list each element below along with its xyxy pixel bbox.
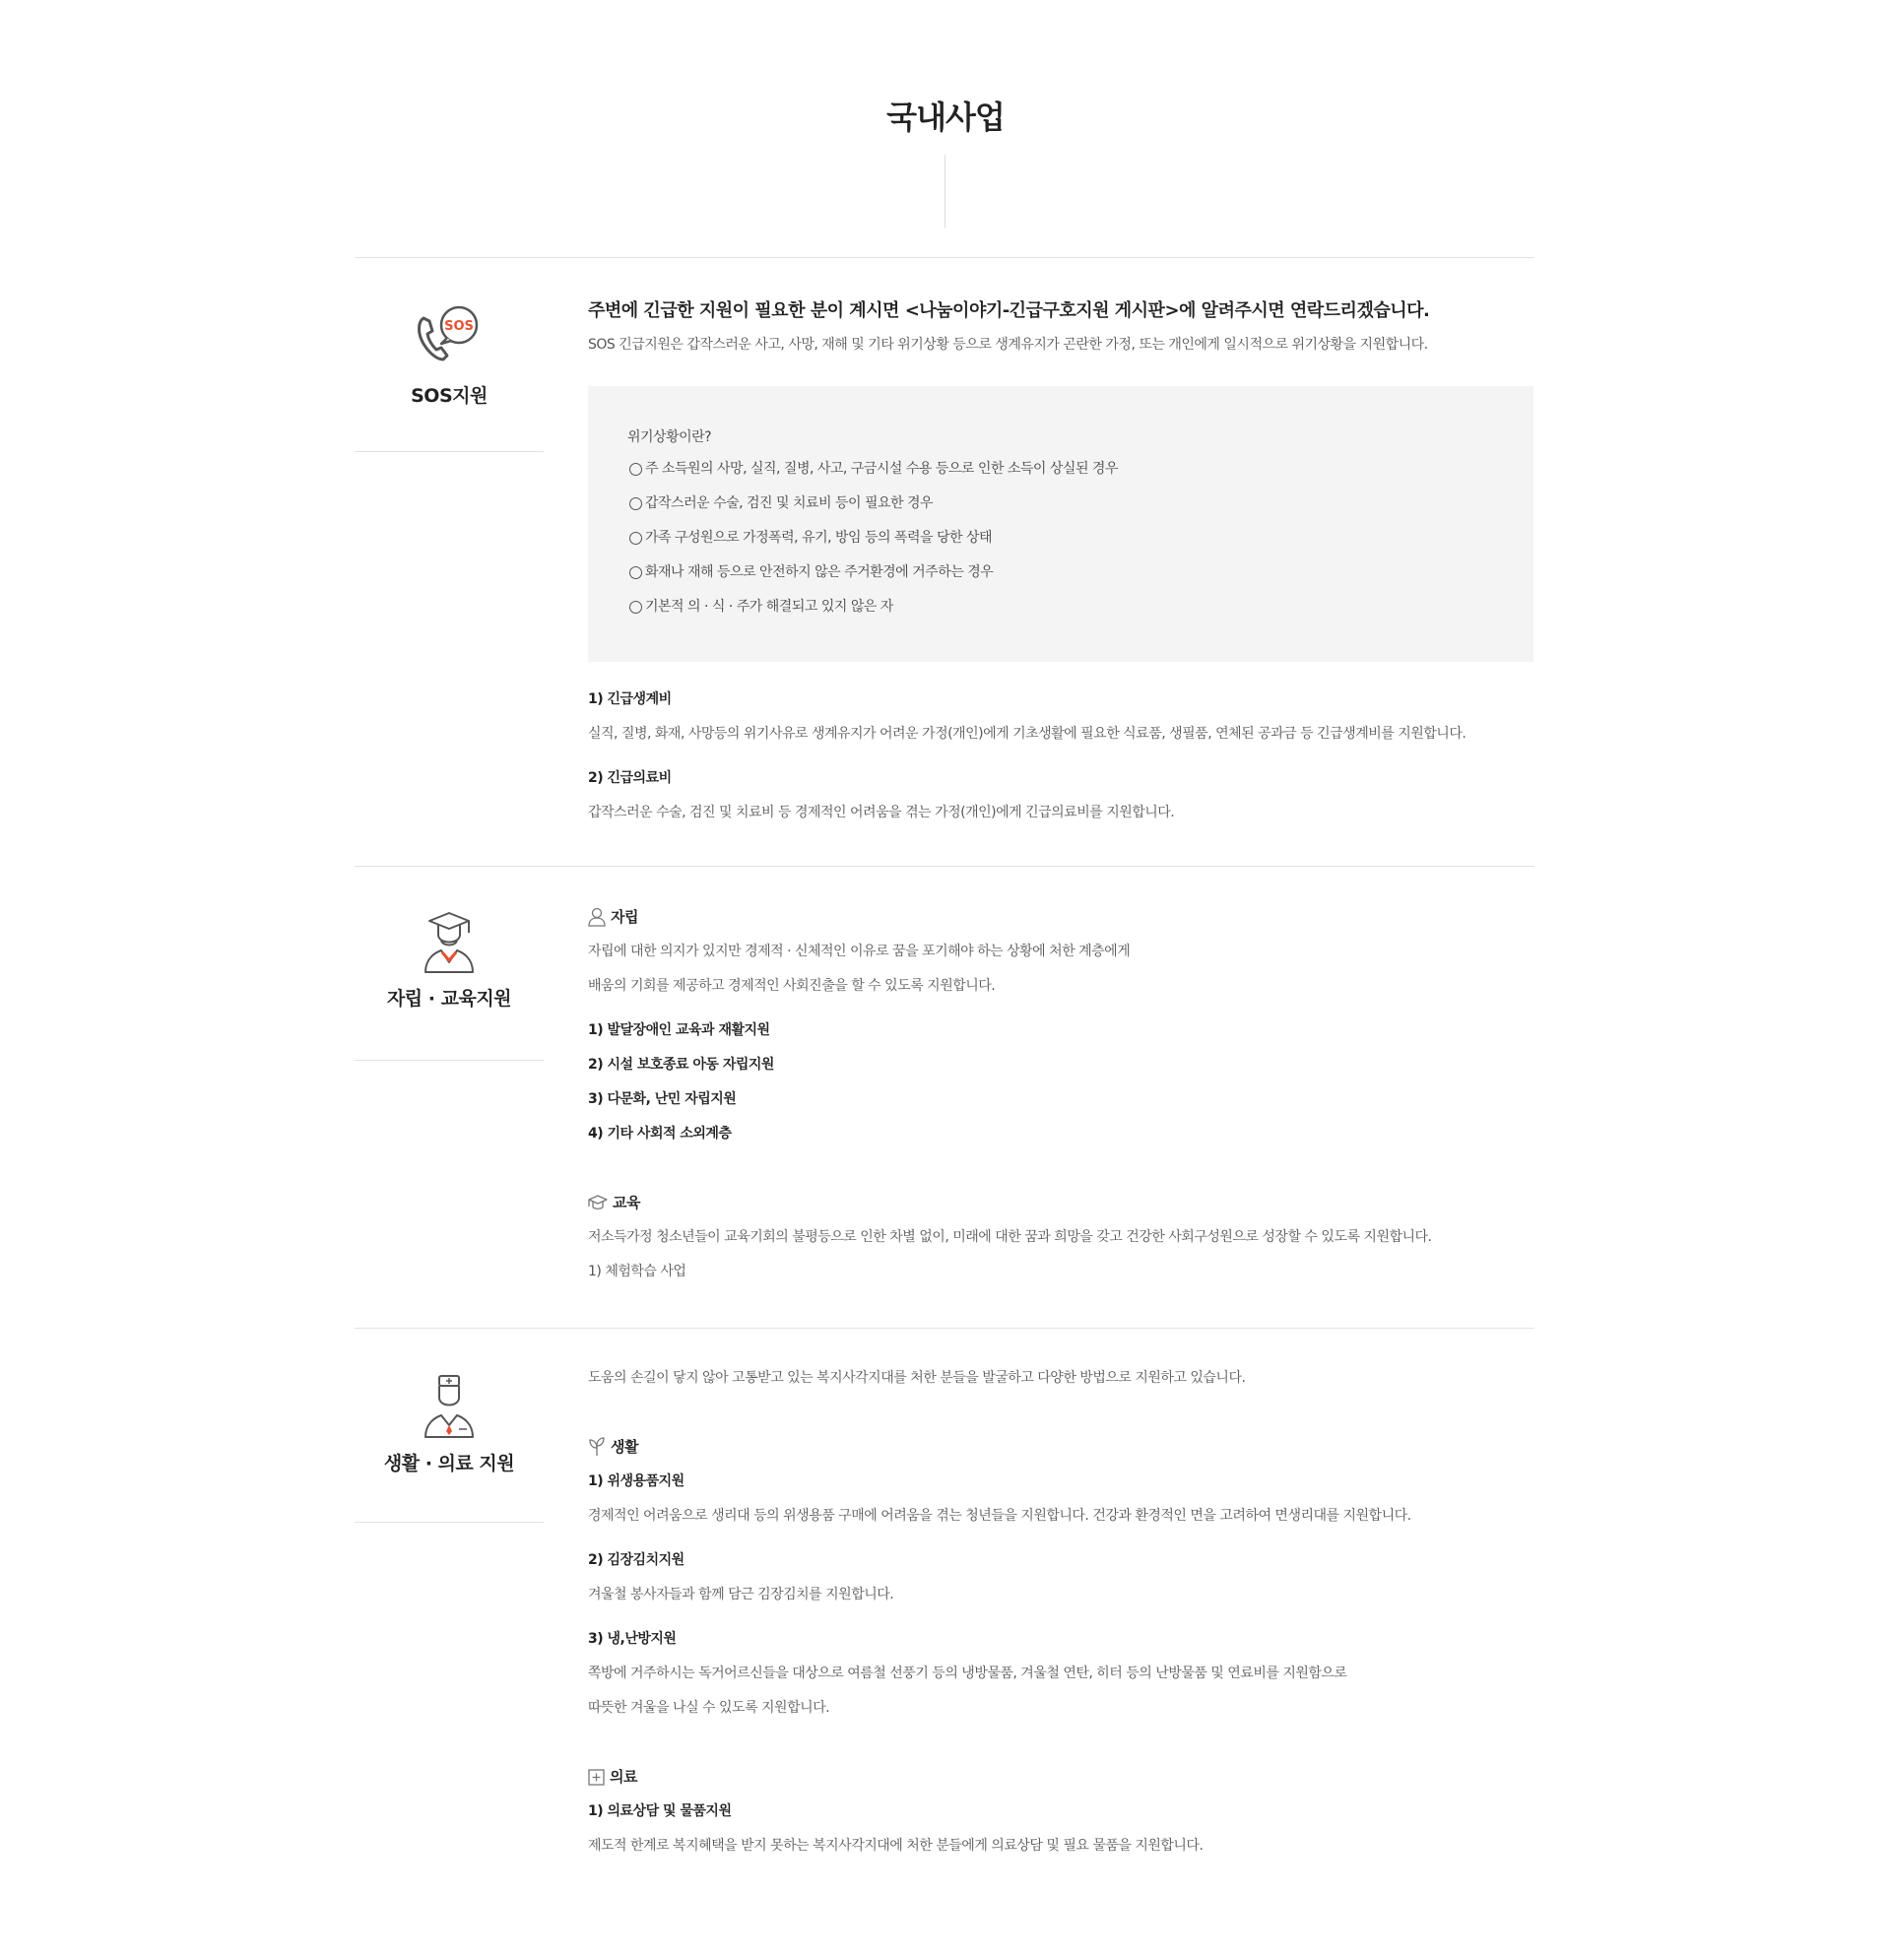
medical-item-title: 1) 의료상담 및 물품지원 (588, 1803, 732, 1819)
circle-bullet-icon (629, 497, 642, 510)
independence-item: 1) 발달장애인 교육과 재활지원 (588, 1022, 770, 1038)
circle-bullet-icon (629, 601, 642, 614)
living-item-desc: 따뜻한 겨울을 나실 수 있도록 지원합니다. (588, 1700, 830, 1716)
sos-side-title: SOS지원 (411, 385, 488, 407)
medical-heading (588, 1767, 637, 1787)
living-item-desc: 경제적인 어려움으로 생리대 등의 위생용품 구매에 어려움을 겪는 청년들을 지원합니다. 건강과 환경적인 면을 고려하여 면생리대를 지원합니다. (588, 1508, 1411, 1524)
living-item-desc: 겨울철 봉사자들과 함께 담근 김장김치를 지원합니다. (588, 1587, 894, 1602)
crisis-item-text: 화재나 재해 등으로 안전하지 않은 주거환경에 거주하는 경우 (645, 564, 994, 580)
section-education (355, 866, 1534, 1329)
education-heading-text: 교육 (613, 1194, 640, 1211)
crisis-item (629, 528, 992, 548)
circle-bullet-icon (629, 532, 642, 545)
plant-icon (588, 1437, 606, 1457)
independence-item: 4) 기타 사회적 소외계층 (588, 1126, 732, 1142)
page-title: 국내사업 (886, 98, 1005, 136)
life-side-panel (355, 1329, 544, 1523)
crisis-item-text: 가족 구성원으로 가정폭력, 유기, 방임 등의 폭력을 당한 상태 (645, 530, 993, 546)
graduation-cap-icon (588, 1194, 608, 1211)
crisis-item-text: 주 소득원의 사망, 실직, 질병, 사고, 구금시설 수용 등으로 인한 소득이 상실된 경우 (645, 461, 1118, 477)
living-item-title: 1) 위생용품지원 (588, 1473, 685, 1489)
graduate-icon (420, 911, 479, 976)
sos-phone-icon (412, 304, 487, 369)
living-item-title: 3) 냉,난방지원 (588, 1631, 677, 1647)
living-item-title: 2) 김장김치지원 (588, 1552, 685, 1568)
section-life-medical (355, 1328, 1534, 1880)
living-heading (588, 1437, 638, 1457)
crisis-item (629, 597, 893, 617)
sos-item-title: 2) 긴급의료비 (588, 770, 672, 786)
doctor-icon (422, 1374, 477, 1441)
sos-lead-text: 주변에 긴급한 지원이 필요한 분이 계시면 <나눔이야기-긴급구호지원 게시판>에 알려주시면 연락드리겠습니다. (588, 300, 1430, 321)
title-divider (945, 155, 946, 228)
living-item-desc: 쪽방에 거주하시는 독거어르신들을 대상으로 여름철 선풍기 등의 냉방물품, 겨울철 연탄, 히터 등의 난방물품 및 연료비를 지원함으로 (588, 1666, 1347, 1681)
circle-bullet-icon (629, 463, 642, 476)
education-side-panel (355, 867, 544, 1061)
education-desc: 저소득가정 청소년들이 교육기회의 불평등으로 인한 차별 없이, 미래에 대한 꿈과 희망을 갖고 건강한 사회구성원으로 성장할 수 있도록 지원합니다. (588, 1229, 1432, 1245)
medical-heading-text: 의료 (610, 1768, 637, 1786)
sos-intro-text: SOS 긴급지원은 갑작스러운 사고, 사망, 재해 및 기타 위기상황 등으로 생계유지가 곤란한 가정, 또는 개인에게 일시적으로 위기상황을 지원합니다. (588, 337, 1428, 353)
independence-item: 2) 시설 보호종료 아동 자립지원 (588, 1057, 774, 1073)
circle-bullet-icon (629, 566, 642, 579)
sos-item-desc: 갑작스러운 수술, 검진 및 치료비 등 경제적인 어려움을 겪는 가정(개인)에게 긴급의료비를 지원합니다. (588, 805, 1175, 820)
medical-cross-icon (588, 1769, 605, 1786)
sos-icon-text: SOS (444, 319, 474, 334)
education-side-title: 자립 · 교육지원 (386, 988, 512, 1010)
crisis-item-text: 갑작스러운 수술, 검진 및 치료비 등이 필요한 경우 (645, 495, 934, 511)
education-item: 1) 체험학습 사업 (588, 1264, 686, 1279)
independence-heading (588, 907, 638, 927)
independence-heading-text: 자립 (611, 908, 638, 926)
education-heading (588, 1193, 640, 1212)
living-heading-text: 생활 (611, 1438, 638, 1456)
life-side-title: 생활 · 의료 지원 (383, 1453, 515, 1474)
crisis-item (629, 459, 1118, 479)
independence-item: 3) 다문화, 난민 자립지원 (588, 1091, 737, 1107)
life-intro-text: 도움의 손길이 닿지 않아 고통받고 있는 복지사각지대를 처한 분들을 발굴하고 다양한 방법으로 지원하고 있습니다. (588, 1370, 1246, 1386)
sos-side-panel (355, 258, 544, 452)
section-sos (355, 257, 1534, 867)
crisis-info-box (588, 386, 1533, 662)
independence-desc: 자립에 대한 의지가 있지만 경제적 · 신체적인 이유로 꿈을 포기해야 하는 상황에 처한 계층에게 (588, 944, 1131, 959)
sos-item-title: 1) 긴급생계비 (588, 691, 672, 707)
crisis-item (629, 493, 933, 513)
crisis-item-text: 기본적 의 · 식 · 주가 해결되고 있지 않은 자 (645, 599, 893, 615)
crisis-box-title: 위기상황이란? (627, 429, 712, 445)
independence-desc: 배움의 기회를 제공하고 경제적인 사회진출을 할 수 있도록 지원합니다. (588, 978, 996, 994)
sos-item-desc: 실직, 질병, 화재, 사망등의 위기사유로 생계유지가 어려운 가정(개인)에게 기초생활에 필요한 식료품, 생필품, 연체된 공과금 등 긴급생계비를 지원합니다. (588, 726, 1467, 742)
medical-item-desc: 제도적 한계로 복지혜택을 받지 못하는 복지사각지대에 처한 분들에게 의료상담 및 필요 물품을 지원합니다. (588, 1838, 1204, 1854)
person-icon (588, 907, 606, 927)
crisis-item (629, 562, 993, 582)
